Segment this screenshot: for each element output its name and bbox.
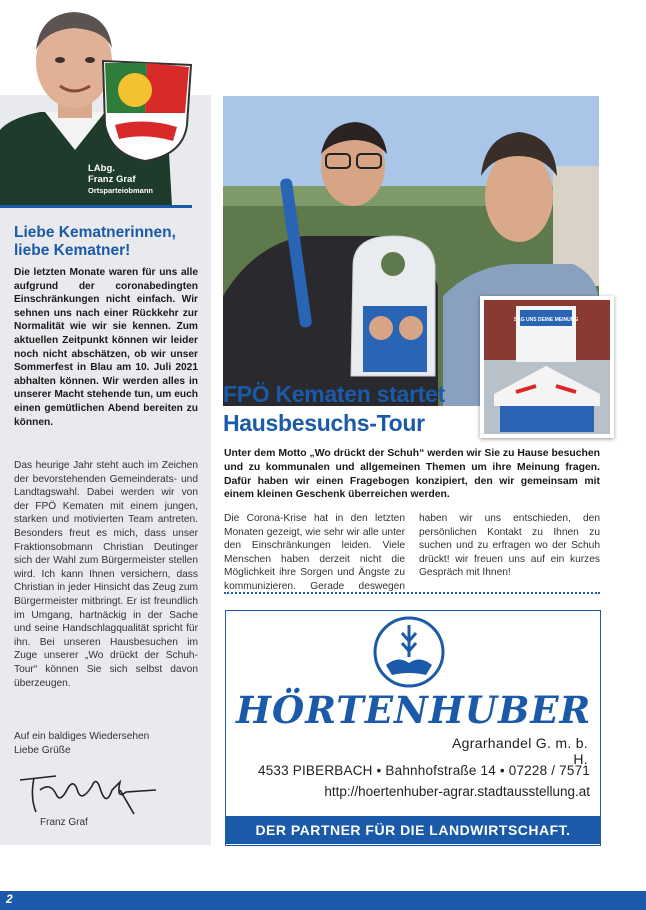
caption-name: Franz Graf <box>88 174 136 185</box>
inset-sign-text: SAG UNS DEINE MEINUNG <box>513 317 579 323</box>
greeting-line-1: Liebe Kematnerinnen, <box>14 224 176 241</box>
closing-text <box>14 730 198 758</box>
portrait-caption <box>88 163 153 196</box>
handwritten-signature <box>16 768 166 818</box>
article-lead: Unter dem Motto „Wo drückt der Schuh“ werden wir Sie zu Hause besuchen und zu kommunalen und allgemeinen Themen um ihre Meinung fragen. Dafür haben wir einen Fragebogen konzipiert, den wir gemeinsam mit einem kleinen Geschenk überreichen werden. <box>224 448 600 501</box>
caption-title: LAbg. <box>88 163 115 174</box>
caption-role: Ortsparteiobmann <box>88 186 154 195</box>
article-body: Die Corona-Krise hat in den letzten Monaten gezeigt, wie sehr wir alle unter den Einschränkungen leiden. Viele Menschen haben derzeit nicht die Möglichkeit ihre Sorgen und Ängste zu kommunizieren. Gerade deswegen haben wir uns entschieden, den persönlichen Kontakt zu Ihnen zu suchen und zu erfragen wo der Schuh drückt! wir freuen uns auf ein kurzes Gespräch mit Ihnen! <box>224 513 600 592</box>
closing-line-2: Liebe Grüße <box>14 745 71 756</box>
divider <box>0 205 192 208</box>
company-address: 4533 PIBERBACH • Bahnhofstraße 14 • 07228 / 7571 <box>257 763 590 778</box>
company-logo-icon <box>372 615 446 689</box>
article-headline <box>223 380 483 438</box>
intro-paragraph: Die letzten Monate waren für uns alle aufgrund der coronabedingten Einschränkungen nicht einfach. Wir sehnen uns nach einer Rückkehr zur Normalität wie wir sie kennen. Zum aktuellen Zeitpunkt können wir leider noch nicht abschätzen, ob wir unser Sommerfest in Blau am 10. Juli 2021 abhalten können. Wir werden alles in unserer Macht stehende tun, um euch einen gemütlichen Abend bereiten zu können. <box>14 267 198 428</box>
page-number: 2 <box>6 892 13 906</box>
ad-tagline: DER PARTNER FÜR DIE LANDWIRTSCHAFT. <box>225 816 601 844</box>
footer-bar <box>0 891 646 910</box>
headline-line-2: Hausbesuchs-Tour <box>223 410 425 436</box>
inset-photo <box>480 296 614 438</box>
closing-line-1: Auf ein baldiges Wiedersehen <box>14 731 150 742</box>
company-name: HÖRTENHUBER <box>236 688 592 732</box>
greeting-heading <box>14 224 204 260</box>
signature-name: Franz Graf <box>40 817 88 828</box>
headline-line-1: FPÖ Kematen startet <box>223 381 445 407</box>
body-paragraph: Das heurige Jahr steht auch im Zeichen der bevorstehenden Gemeinderats- und Landtagswahl. Dabei werden wir von der FPÖ Kematen mit einem jungen, starken und motivierten Team antreten. Besonders freut es mich, dass unser Fraktionsobmann Christian Deutinger sich der Wahl zum Bürgermeister stellen wird. Ich kann Ihnen versichern, dass Christian in jeder Hinsicht das Zeug zum Bürgermeister mitbringt. Er ist freundlich im Umgang, hartnäckig in der Sache und seine Handschlagqualität spricht für ihn. Bei unseren Hausbesuchen im Zuge unserer „Wo drückt der Schuh-Tour“ können Sie sich selbst davon überzeugen. <box>14 460 198 689</box>
dotted-divider <box>224 592 600 594</box>
company-url[interactable]: http://hoertenhuber-agrar.stadtausstellung.at <box>324 784 590 799</box>
coat-of-arms <box>95 55 195 163</box>
company-subtitle: Agrarhandel G. m. b. H. <box>452 735 588 767</box>
greeting-line-2: liebe Kematner! <box>14 242 131 259</box>
